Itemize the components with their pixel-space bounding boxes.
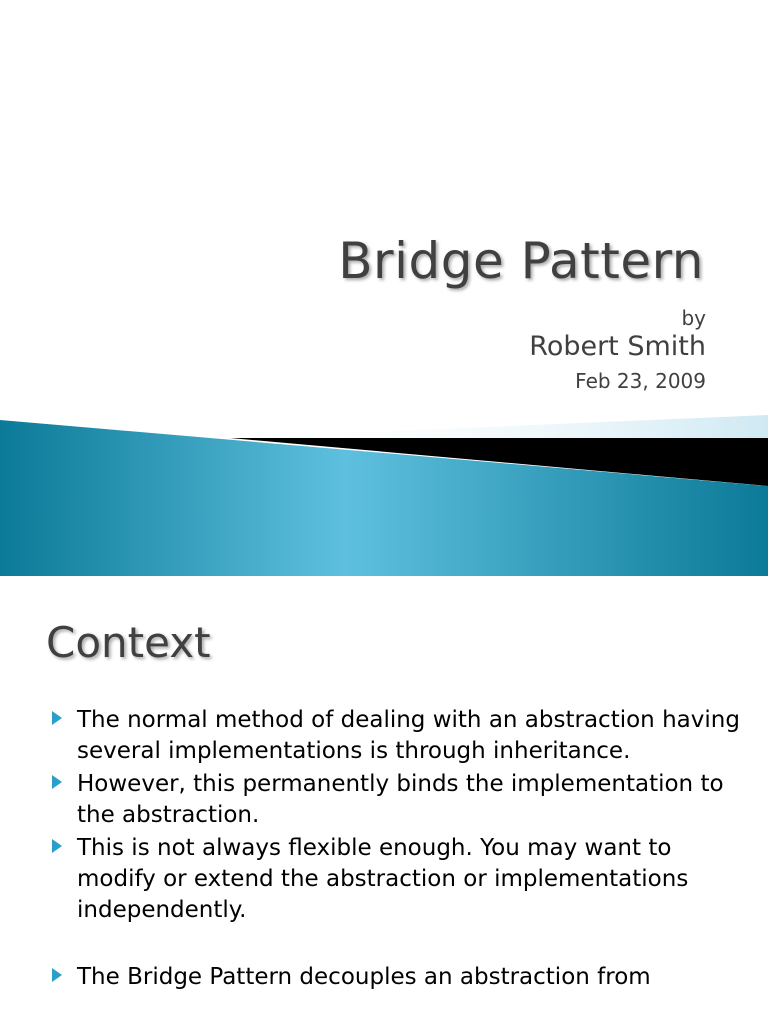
triangle-bullet-icon [52, 711, 62, 725]
bullet-item [50, 962, 750, 993]
triangle-bullet-icon [52, 775, 62, 789]
bullet-text: The Bridge Pattern decouples an abstraction from [77, 964, 651, 990]
bullet-list [50, 705, 750, 995]
triangle-bullet-icon [52, 839, 62, 853]
light-stripe [230, 415, 768, 438]
slide-title: Context [46, 618, 211, 667]
bullet-text: This is not always flexible enough. You may want to modify or extend the abstraction or implementations independently. [77, 835, 689, 923]
author-name: Robert Smith [529, 331, 706, 362]
context-slide [0, 590, 768, 1024]
bullet-text: The normal method of dealing with an abstraction having several implementations is through inheritance. [77, 707, 740, 764]
bullet-item [50, 705, 750, 767]
bullet-text: However, this permanently binds the implementation to the abstraction. [77, 771, 724, 828]
slide-title: Bridge Pattern [338, 232, 704, 290]
by-label: by [681, 306, 706, 330]
decorative-band [0, 410, 768, 576]
bullet-item [50, 769, 750, 831]
bullet-item [50, 833, 750, 926]
triangle-bullet-icon [52, 968, 62, 982]
presentation-date: Feb 23, 2009 [575, 369, 706, 393]
